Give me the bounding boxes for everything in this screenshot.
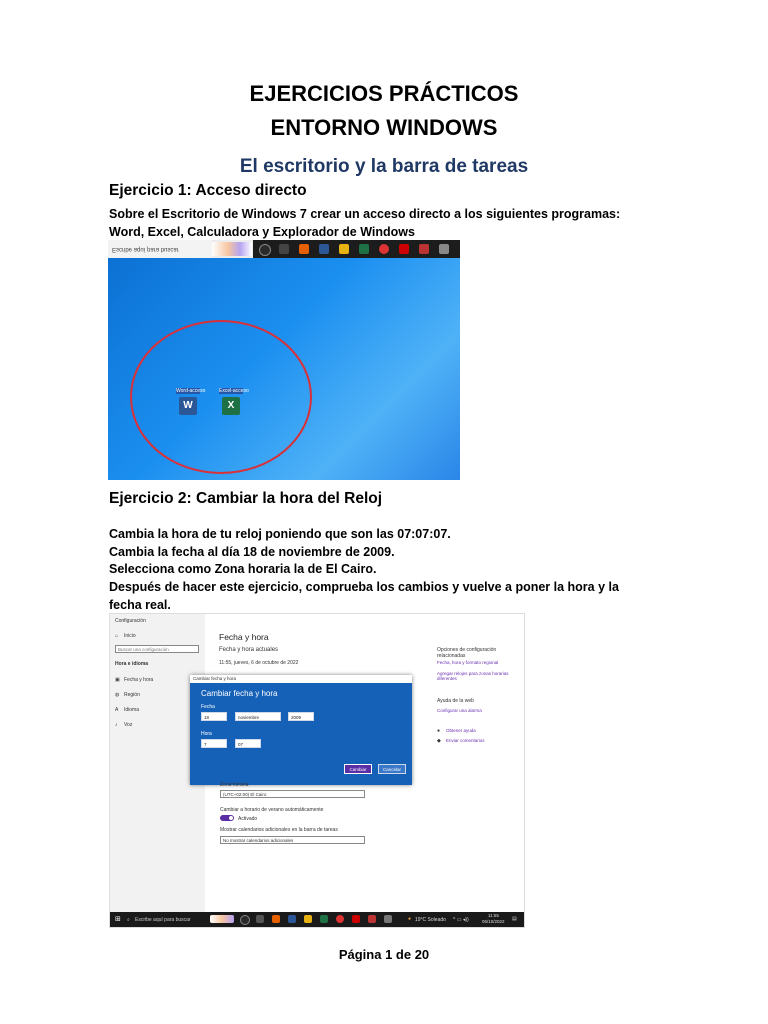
dst-label: Cambiar a horario de verano automáticamente xyxy=(220,807,324,813)
file-explorer-icon[interactable] xyxy=(304,915,312,923)
section-title: El escritorio y la barra de tareas xyxy=(239,156,529,177)
word-icon: W xyxy=(179,397,197,415)
settings-gear-icon[interactable] xyxy=(384,915,392,923)
calendars-select[interactable]: No mostrar calendarios adicionales xyxy=(220,836,365,844)
yandex-icon[interactable] xyxy=(368,915,376,923)
windows-taskbar xyxy=(110,912,524,927)
exercise1-text: Sobre el Escritorio de Windows 7 crear un acceso directo a los siguientes programas: Word, Excel, Calculadora y Explorador de Windows xyxy=(109,207,621,239)
add-clocks-link[interactable]: Agregar relojes para zonas horarias diferentes xyxy=(437,671,509,681)
page-number: Página 1 de 20 xyxy=(338,947,430,962)
file-explorer-icon xyxy=(339,244,349,254)
search-highlight-graphic xyxy=(210,915,234,923)
microphone-icon: ♪ xyxy=(115,722,118,728)
sidebar-section-label: Hora e idioma xyxy=(115,661,149,667)
exercise2-heading: Ejercicio 2: Cambiar la hora del Reloj xyxy=(109,490,383,507)
taskbar-search-icon: ⌕ xyxy=(127,917,130,923)
change-datetime-dialog xyxy=(190,675,412,785)
minute-select[interactable]: 07 xyxy=(235,739,261,748)
dialog-window-title: Cambiar fecha y hora xyxy=(190,675,412,683)
language-icon: A xyxy=(115,707,119,713)
taskbar-search-text: Escribe aquí para buscar xyxy=(108,240,212,258)
window-title: Configuración xyxy=(115,618,146,624)
firefox-icon xyxy=(299,244,309,254)
cortana-icon xyxy=(259,244,271,256)
exercise2-line2: Cambia la fecha al día 18 de noviembre de 2009. xyxy=(109,545,395,559)
sidebar-item-region[interactable]: Región xyxy=(124,692,140,698)
sidebar-home[interactable]: Inicio xyxy=(124,633,136,639)
globe-icon: ◍ xyxy=(115,692,120,698)
search-highlight-graphic xyxy=(212,242,252,256)
calendar-icon: ▣ xyxy=(115,677,120,683)
chrome-icon[interactable] xyxy=(336,915,344,923)
calendars-label: Mostrar calendarios adicionales en la barra de tareas xyxy=(220,827,338,833)
help-icon: ● xyxy=(437,728,441,734)
exercise2-line4: Después de hacer este ejercicio, comprueba los cambios y vuelve a poner la hora y la fecha real. xyxy=(109,580,619,612)
weather-icon: ● xyxy=(408,916,412,922)
timezone-select[interactable]: (UTC+02:00) El Cairo xyxy=(220,790,365,798)
excel-shortcut[interactable] xyxy=(219,388,249,415)
document-title-line2: ENTORNO WINDOWS xyxy=(270,115,498,140)
dst-state: Activado xyxy=(238,816,258,822)
dst-toggle[interactable] xyxy=(220,815,234,821)
clock-time: 11:55 xyxy=(488,913,499,918)
get-help-link[interactable]: Obtener ayuda xyxy=(446,728,476,733)
document-title-line1: EJERCICIOS PRÁCTICOS xyxy=(249,81,519,106)
acrobat-icon xyxy=(399,244,409,254)
hour-select[interactable]: 7 xyxy=(201,739,227,748)
app-icon xyxy=(439,244,449,254)
dialog-heading: Cambiar fecha y hora xyxy=(201,689,278,698)
day-select[interactable]: 18 xyxy=(201,712,227,721)
yandex-icon xyxy=(419,244,429,254)
sidebar-item-language[interactable]: Idioma xyxy=(124,707,140,713)
word-taskbar-icon[interactable] xyxy=(288,915,296,923)
firefox-icon[interactable] xyxy=(272,915,280,923)
sidebar-item-voice[interactable]: Voz xyxy=(124,722,133,728)
word-shortcut[interactable] xyxy=(176,388,206,415)
regional-format-link[interactable]: Fecha, hora y formato regional xyxy=(437,660,499,665)
time-label: Hora xyxy=(201,731,212,737)
year-select[interactable]: 2009 xyxy=(288,712,314,721)
cancel-button[interactable]: Cancelar xyxy=(378,764,406,774)
settings-screenshot xyxy=(109,613,525,928)
change-button[interactable]: Cambiar xyxy=(344,764,372,774)
timezone-label: Zona horaria xyxy=(220,782,249,788)
windows-start-icon[interactable]: ⊞ xyxy=(115,916,121,923)
exercise1-heading: Ejercicio 1: Acceso directo xyxy=(109,182,307,199)
excel-taskbar-icon xyxy=(359,244,369,254)
clock-date: 06/10/2022 xyxy=(482,919,505,924)
feedback-icon: ◆ xyxy=(437,738,441,744)
excel-shortcut-label: Excel-acceso xyxy=(219,388,249,394)
excel-taskbar-icon[interactable] xyxy=(320,915,328,923)
taskbar-search-text[interactable]: Escribe aquí para buscar xyxy=(135,917,191,923)
task-view-icon xyxy=(279,244,289,254)
taskbar xyxy=(253,240,460,258)
set-alarm-link[interactable]: Configurar una alarma xyxy=(437,708,482,713)
task-view-icon[interactable] xyxy=(256,915,264,923)
weather-text: 19°C Soleado xyxy=(415,917,446,923)
excel-icon: X xyxy=(222,397,240,415)
chrome-icon xyxy=(379,244,389,254)
sidebar-item-date-time[interactable]: Fecha y hora xyxy=(124,677,154,683)
word-taskbar-icon xyxy=(319,244,329,254)
exercise2-line3: Selecciona como Zona horaria la de El Cairo. xyxy=(109,562,377,576)
web-help-heading: Ayuda de la web xyxy=(437,698,474,704)
word-shortcut-label: Word-acceso xyxy=(176,388,206,394)
desktop-screenshot xyxy=(108,240,460,480)
page-title: Fecha y hora xyxy=(219,632,269,642)
tray-icons: ^ ▭ ◂)) xyxy=(453,917,469,923)
related-settings-heading: Opciones de configuración relacionadas xyxy=(437,647,497,659)
feedback-link[interactable]: Enviar comentarios xyxy=(446,738,485,743)
date-label: Fecha xyxy=(201,704,215,710)
exercise2-line1: Cambia la hora de tu reloj poniendo que son las 07:07:07. xyxy=(109,527,451,541)
month-select[interactable]: noviembre xyxy=(235,712,281,721)
settings-search-input[interactable]: Buscar una configuración xyxy=(115,645,199,653)
cortana-icon[interactable] xyxy=(240,915,250,925)
acrobat-icon[interactable] xyxy=(352,915,360,923)
current-datetime-label: Fecha y hora actuales xyxy=(219,647,279,653)
notifications-icon[interactable]: ▤ xyxy=(512,916,517,922)
current-datetime-value: 11:55, jueves, 6 de octubre de 2022 xyxy=(219,660,299,666)
home-icon: ⌂ xyxy=(115,633,119,639)
